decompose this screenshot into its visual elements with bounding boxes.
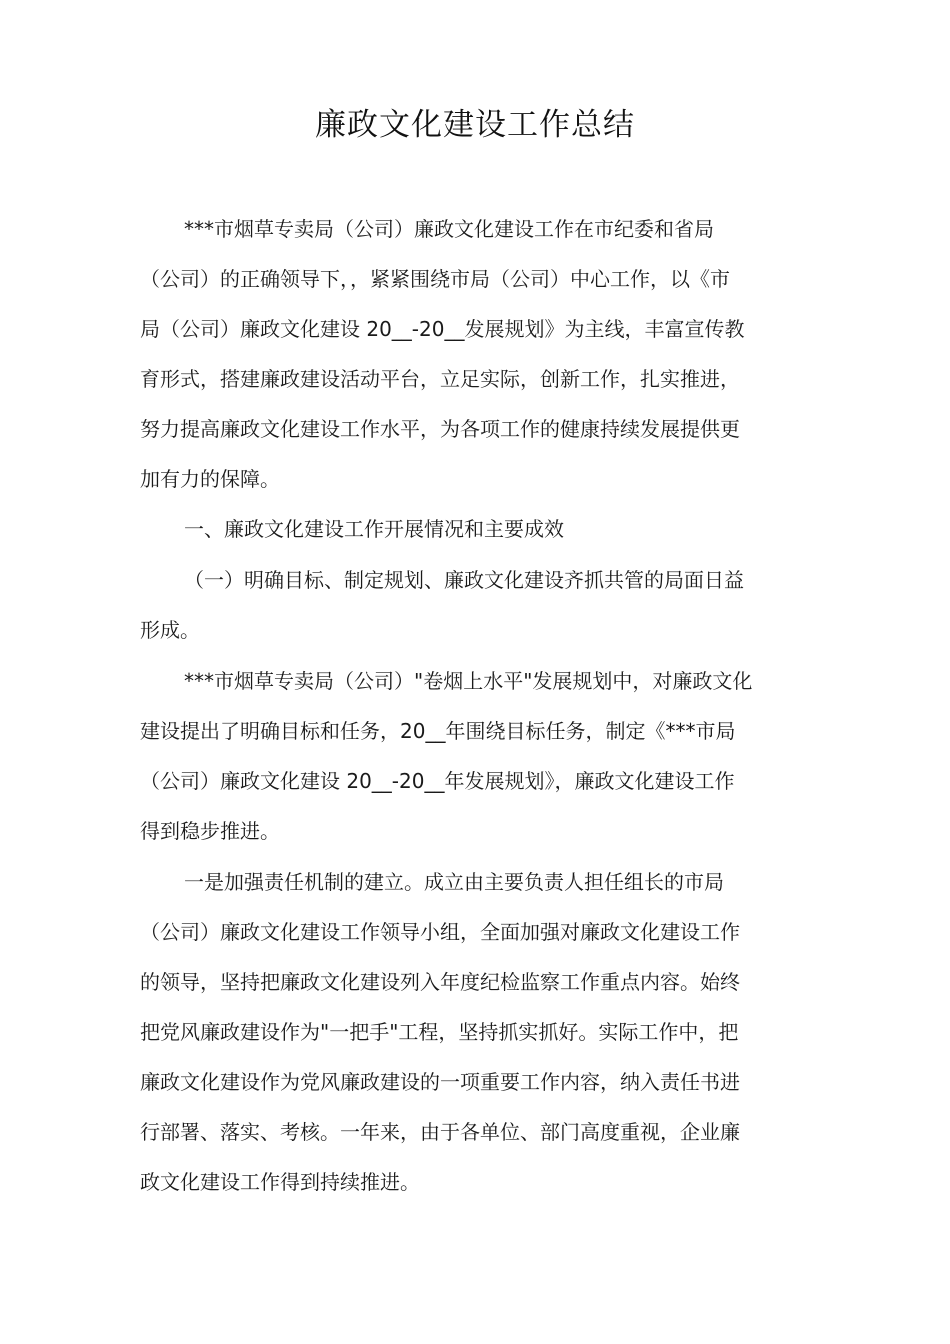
body-line: 行部署、落实、考核。一年来，由于各单位、部门高度重视，企业廉 <box>140 1120 740 1144</box>
section-heading: 一、廉政文化建设工作开展情况和主要成效 <box>184 517 564 541</box>
body-line: 政文化建设工作得到持续推进。 <box>140 1170 420 1194</box>
body-line: 一是加强责任机制的建立。成立由主要负责人担任组长的市局 <box>184 870 724 894</box>
subsection-heading: 形成。 <box>140 618 200 642</box>
body-line: 得到稳步推进。 <box>140 819 280 843</box>
body-line: 把党风廉政建设作为"一把手"工程，坚持抓实抓好。实际工作中，把 <box>140 1020 739 1044</box>
body-line: 局（公司）廉政文化建设 20__-20__发展规划》为主线，丰富宣传教 <box>140 317 745 341</box>
subsection-heading: （一）明确目标、制定规划、廉政文化建设齐抓共管的局面日益 <box>184 568 744 592</box>
body-line: 廉政文化建设作为党风廉政建设的一项重要工作内容，纳入责任书进 <box>140 1070 740 1094</box>
body-line: ***市烟草专卖局（公司）"卷烟上水平"发展规划中，对廉政文化 <box>184 669 753 693</box>
body-line: 建设提出了明确目标和任务，20__年围绕目标任务，制定《***市局 <box>140 719 736 743</box>
body-line: 努力提高廉政文化建设工作水平，为各项工作的健康持续发展提供更 <box>140 417 740 441</box>
body-line: （公司）廉政文化建设工作领导小组，全面加强对廉政文化建设工作 <box>140 920 740 944</box>
body-line: 的领导，坚持把廉政文化建设列入年度纪检监察工作重点内容。始终 <box>140 970 740 994</box>
document-title: 廉政文化建设工作总结 <box>315 107 635 143</box>
body-line: （公司）的正确领导下，，紧紧围绕市局（公司）中心工作，以《市 <box>140 267 730 291</box>
body-line: （公司）廉政文化建设 20__-20__年发展规划》，廉政文化建设工作 <box>140 769 735 793</box>
body-line: ***市烟草专卖局（公司）廉政文化建设工作在市纪委和省局 <box>184 217 714 241</box>
body-line: 育形式，搭建廉政建设活动平台，立足实际，创新工作，扎实推进， <box>140 367 740 391</box>
body-line: 加有力的保障。 <box>140 467 280 491</box>
